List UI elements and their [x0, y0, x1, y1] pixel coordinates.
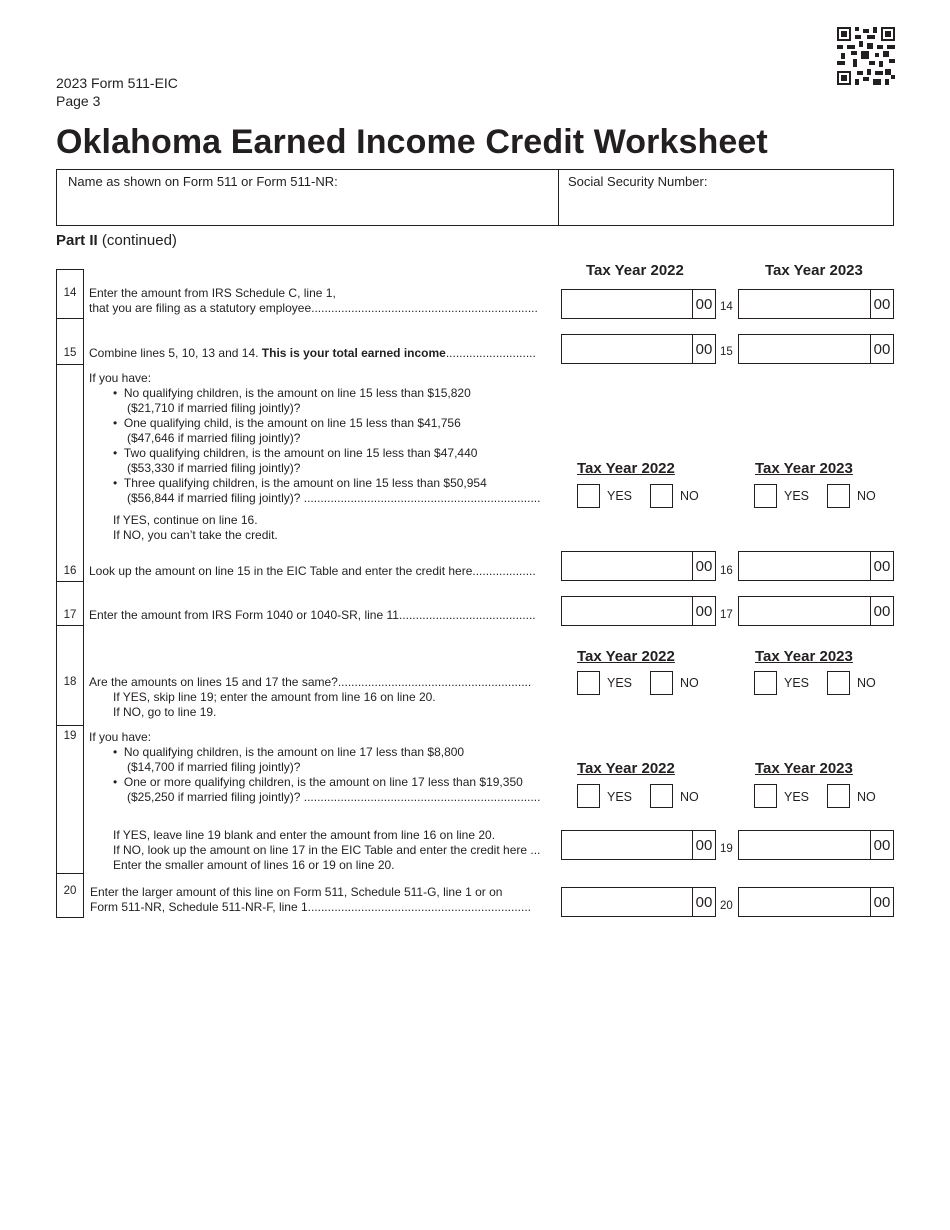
bullet-text: Three qualifying children, is the amount on line 15 less than $50,954	[123, 476, 487, 490]
cents: 00	[692, 552, 715, 580]
line-text: Enter the larger amount of this line on Form 511, Schedule 511-G, line 1 or on	[90, 885, 503, 899]
col-header-2022: Tax Year 2022	[586, 262, 684, 279]
line-20-text: Enter the larger amount of this line on Form 511, Schedule 511-G, line 1 or on Form 511-NR, Schedule 511-NR-F, line 1...................................................................	[90, 885, 532, 914]
rule	[56, 873, 84, 874]
bullet-text: No qualifying children, is the amount on line 17 less than $8,800	[123, 745, 465, 759]
line-number: 14	[720, 301, 733, 313]
q15-no-2023-checkbox[interactable]	[827, 484, 850, 508]
line-text: that you are filing as a statutory employee	[89, 301, 312, 315]
no-label: NO	[680, 489, 699, 503]
subheader-2023: Tax Year 2023	[755, 760, 853, 777]
cents: 00	[870, 335, 893, 363]
col-header-2023: Tax Year 2023	[765, 262, 863, 279]
yes-label: YES	[607, 790, 633, 804]
cents: 00	[692, 335, 715, 363]
qr-code-icon	[837, 27, 895, 85]
line-16-amount-2022[interactable]	[561, 551, 716, 581]
yes-label: YES	[607, 676, 633, 690]
subheader-2022: Tax Year 2022	[577, 460, 675, 477]
line-text: Enter the amount from IRS Form 1040 or 1040-SR, line 11	[89, 608, 399, 622]
rule	[56, 581, 84, 582]
bullet-text: ($47,646 if married filing jointly)?	[127, 431, 301, 445]
yes-instruction: If YES, skip line 19; enter the amount from line 16 on line 20.	[113, 690, 436, 704]
line-16-amount-2023[interactable]	[738, 551, 894, 581]
line-number: 15	[63, 347, 77, 359]
q15-yes-2023-checkbox[interactable]	[754, 484, 777, 508]
question-intro: If you have:	[89, 371, 152, 385]
question-intro: If you have:	[89, 730, 152, 744]
no-instruction: If NO, you can’t take the credit.	[113, 528, 278, 542]
line-15-amount-2023[interactable]	[738, 334, 894, 364]
cents: 00	[870, 888, 893, 916]
line-19-instructions: If YES, leave line 19 blank and enter the amount from line 16 on line 20. If NO, look up the amount on line 17 in the EIC Table and enter the credit here ... Enter the smaller amount of lines 16 or 19 on line 20.	[113, 828, 541, 872]
line-text: Combine lines 5, 10, 13 and 14.	[89, 346, 262, 360]
line-col-right	[83, 269, 84, 917]
line-text: Enter the amount from IRS Schedule C, line 1,	[89, 286, 336, 300]
smaller-instruction: Enter the smaller amount of lines 16 or 19 on line 20.	[113, 858, 395, 872]
line-20-amount-2023[interactable]	[738, 887, 894, 917]
name-input[interactable]	[59, 192, 555, 224]
bullet-text: Two qualifying children, is the amount on line 15 less than $47,440	[123, 446, 478, 460]
divider	[558, 170, 559, 225]
l19-yes-2022-checkbox[interactable]	[577, 784, 600, 808]
line-number: 15	[720, 346, 733, 358]
line-14-amount-2022[interactable]	[561, 289, 716, 319]
line-number: 14	[63, 287, 77, 299]
page-title: Oklahoma Earned Income Credit Worksheet	[56, 123, 768, 161]
cents: 00	[870, 552, 893, 580]
yes-label: YES	[784, 790, 810, 804]
subheader-2022: Tax Year 2022	[577, 648, 675, 665]
page-number: Page 3	[56, 93, 101, 109]
q15-yes-2022-checkbox[interactable]	[577, 484, 600, 508]
line-text: Are the amounts on lines 15 and 17 the same?	[89, 675, 338, 689]
yes-label: YES	[784, 676, 810, 690]
line-16-text: Look up the amount on line 15 in the EIC Table and enter the credit here...................	[89, 564, 536, 578]
line-number: 19	[720, 843, 733, 855]
cents: 00	[870, 290, 893, 318]
line-19-amount-2022[interactable]	[561, 830, 716, 860]
name-field-label: Name as shown on Form 511 or Form 511-NR:	[68, 174, 338, 189]
bullet-text: No qualifying children, is the amount on line 15 less than $15,820	[123, 386, 471, 400]
line-number: 17	[63, 609, 77, 621]
l19-no-2022-checkbox[interactable]	[650, 784, 673, 808]
ssn-field-label: Social Security Number:	[568, 174, 708, 189]
line-number: 20	[63, 885, 77, 897]
q15-no-2022-checkbox[interactable]	[650, 484, 673, 508]
line-number: 20	[720, 900, 733, 912]
no-instruction: If NO, look up the amount on line 17 in the EIC Table and enter the credit here	[113, 843, 528, 857]
line-15-question: If you have: • No qualifying children, is the amount on line 15 less than $15,820 ($21,710 if married filing jointly)? • One qualifying child, is the amount on line 15 less than $41,756 ($47,646 if married filing jointly)? • Two qualifying children, is the amount on line 15 less than $47,440 ($53,330 if married filing jointly)? • Three qualifying children, is the amount on line 15 less than $50,954 ($56,844 if married filing jointly)? ....................................................................... If YES, continue on line 16. If NO, you can’t take the credit.	[89, 371, 541, 542]
no-label: NO	[680, 676, 699, 690]
bullet-text: ($14,700 if married filing jointly)?	[127, 760, 301, 774]
l19-yes-2023-checkbox[interactable]	[754, 784, 777, 808]
l18-no-2022-checkbox[interactable]	[650, 671, 673, 695]
line-17-amount-2023[interactable]	[738, 596, 894, 626]
part-label: Part II	[56, 232, 98, 249]
no-label: NO	[857, 676, 876, 690]
line-19-amount-2023[interactable]	[738, 830, 894, 860]
rule	[56, 625, 84, 626]
cents: 00	[692, 831, 715, 859]
bullet-text: ($53,330 if married filing jointly)?	[127, 461, 301, 475]
form-id: 2023 Form 511-EIC	[56, 75, 178, 91]
line-col-left	[56, 269, 57, 917]
yes-label: YES	[607, 489, 633, 503]
part-heading	[56, 232, 177, 249]
ssn-input[interactable]	[561, 192, 891, 224]
line-14-amount-2023[interactable]	[738, 289, 894, 319]
line-17-amount-2022[interactable]	[561, 596, 716, 626]
l18-yes-2022-checkbox[interactable]	[577, 671, 600, 695]
cents: 00	[692, 290, 715, 318]
subheader-2022: Tax Year 2022	[577, 760, 675, 777]
no-label: NO	[857, 489, 876, 503]
line-18-text: Are the amounts on lines 15 and 17 the same?.......................................................... If YES, skip line 19; enter the amount from line 16 on line 20. If NO, go to line 19.	[89, 675, 532, 719]
line-19-text: If you have: • No qualifying children, is the amount on line 17 less than $8,800 ($14,700 if married filing jointly)? • One or more qualifying children, is the amount on line 17 less than $19,350 ($25,250 if married filing jointly)? .......................................................................	[89, 730, 541, 804]
cents: 00	[692, 597, 715, 625]
cents: 00	[870, 597, 893, 625]
rule	[56, 364, 84, 365]
line-17-text: Enter the amount from IRS Form 1040 or 1040-SR, line 11.........................................	[89, 608, 536, 622]
no-label: NO	[857, 790, 876, 804]
yes-label: YES	[784, 489, 810, 503]
no-instruction: If NO, go to line 19.	[113, 705, 217, 719]
no-label: NO	[680, 790, 699, 804]
rule	[56, 318, 84, 319]
rule	[56, 917, 84, 918]
line-15-text: Combine lines 5, 10, 13 and 14. This is your total earned income...........................	[89, 346, 536, 360]
subheader-2023: Tax Year 2023	[755, 460, 853, 477]
bullet-text: ($25,250 if married filing jointly)?	[127, 790, 301, 804]
line-15-amount-2022[interactable]	[561, 334, 716, 364]
line-number: 17	[720, 609, 733, 621]
l18-no-2023-checkbox[interactable]	[827, 671, 850, 695]
yes-instruction: If YES, continue on line 16.	[113, 513, 258, 527]
rule	[56, 269, 84, 270]
cents: 00	[692, 888, 715, 916]
name-ssn-box	[56, 169, 894, 226]
line-number: 16	[63, 565, 77, 577]
line-number: 18	[63, 676, 77, 688]
line-20-amount-2022[interactable]	[561, 887, 716, 917]
subheader-2023: Tax Year 2023	[755, 648, 853, 665]
bullet-text: One or more qualifying children, is the amount on line 17 less than $19,350	[123, 775, 523, 789]
yes-instruction: If YES, leave line 19 blank and enter the amount from line 16 on line 20.	[113, 828, 496, 842]
line-number: 16	[720, 565, 733, 577]
cents: 00	[870, 831, 893, 859]
rule	[56, 725, 84, 726]
line-bold: This is your total earned income	[261, 346, 446, 360]
line-text: Form 511-NR, Schedule 511-NR-F, line 1	[90, 900, 308, 914]
part-suffix: (continued)	[101, 232, 177, 249]
l18-yes-2023-checkbox[interactable]	[754, 671, 777, 695]
bullet-text: One qualifying child, is the amount on line 15 less than $41,756	[123, 416, 461, 430]
l19-no-2023-checkbox[interactable]	[827, 784, 850, 808]
line-14-text: Enter the amount from IRS Schedule C, line 1, that you are filing as a statutory employee....................................................................	[89, 286, 538, 315]
line-number: 19	[63, 730, 77, 742]
bullet-text: ($56,844 if married filing jointly)?	[127, 491, 301, 505]
line-text: Look up the amount on line 15 in the EIC Table and enter the credit here	[89, 564, 473, 578]
bullet-text: ($21,710 if married filing jointly)?	[127, 401, 301, 415]
